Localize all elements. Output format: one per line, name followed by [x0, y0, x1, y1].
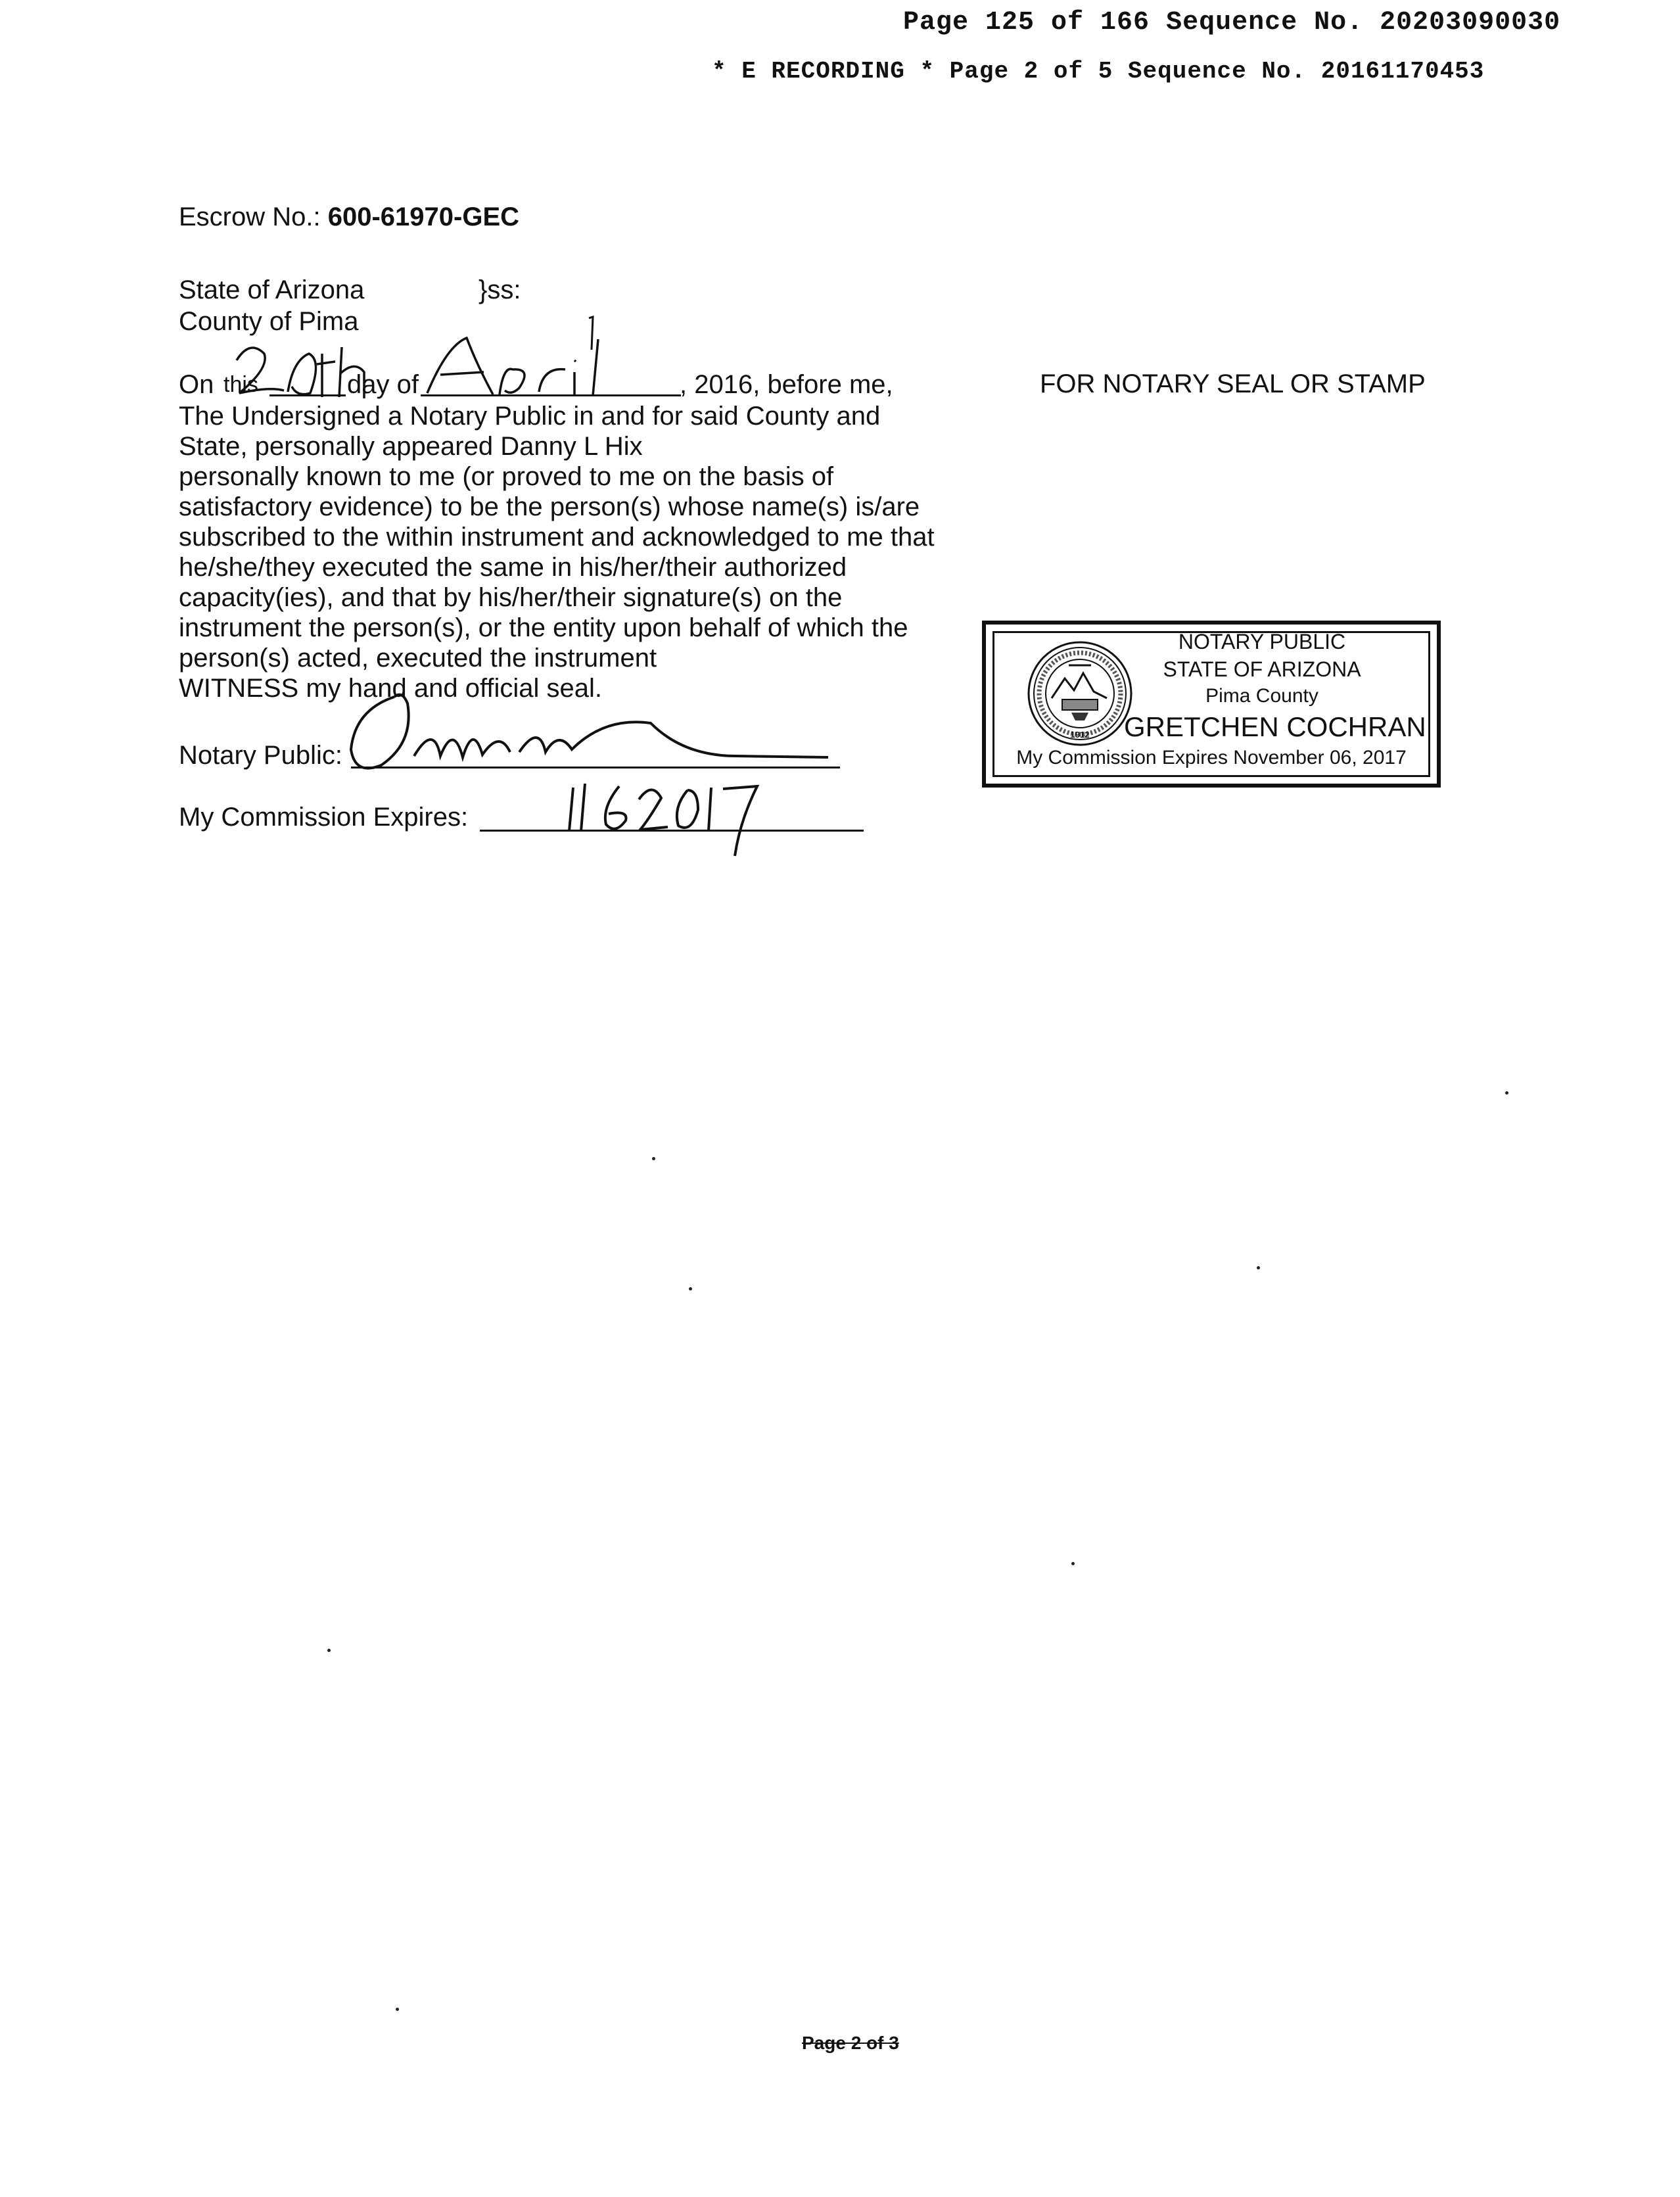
stamp-line-2: STATE OF ARIZONA — [1163, 657, 1361, 681]
scan-speck — [1257, 1266, 1260, 1269]
notary-signature — [342, 684, 854, 782]
commission-expires-label: My Commission Expires: — [179, 803, 469, 832]
escrow-number: 600-61970-GEC — [327, 202, 520, 231]
ack-on: On — [179, 370, 214, 399]
seal-area-caption: FOR NOTARY SEAL OR STAMP — [1040, 369, 1426, 398]
ack-line-9: instrument the person(s), or the entity upon behalf of which the — [179, 613, 908, 642]
ack-day-of: day of — [347, 370, 419, 399]
ack-this: this — [223, 372, 258, 397]
ack-line-8: capacity(ies), and that by his/her/their signature(s) on the — [179, 583, 843, 612]
scan-speck — [1505, 1091, 1508, 1095]
ack-year-before: , 2016, before me, — [680, 370, 893, 399]
ack-line-7: he/she/they executed the same in his/her/their authorized — [179, 553, 847, 582]
stamp-line-3: Pima County — [1205, 685, 1318, 707]
scan-speck — [689, 1287, 692, 1290]
stamp-expiration: My Commission Expires November 06, 2017 — [1016, 747, 1407, 768]
scan-speck — [327, 1649, 331, 1652]
scan-speck — [1071, 1562, 1075, 1565]
page-footer: Page 2 of 3 — [802, 2033, 899, 2053]
handwritten-commission-date — [563, 774, 799, 860]
stamp-notary-name: GRETCHEN COCHRAN — [1124, 711, 1426, 742]
escrow-line — [179, 202, 519, 232]
venue-county: County of Pima — [179, 307, 359, 336]
ack-line-11: WITNESS my hand and official seal. — [179, 674, 602, 703]
ack-line-4: personally known to me (or proved to me on the basis of — [179, 462, 834, 491]
state-seal-icon — [1025, 639, 1134, 748]
ack-line-2: The Undersigned a Notary Public in and for said County and — [179, 402, 881, 431]
ack-line-10: person(s) acted, executed the instrument — [179, 644, 657, 673]
ack-line-6: subscribed to the within instrument and acknowledged to me that — [179, 523, 935, 552]
recording-header-secondary: * E RECORDING * Page 2 of 5 Sequence No. 20161170453 — [712, 58, 1485, 85]
handwritten-month — [421, 333, 684, 405]
venue-state: State of Arizona — [179, 275, 365, 304]
escrow-label: Escrow No.: — [179, 202, 321, 231]
scan-speck — [652, 1157, 655, 1160]
scan-speck — [396, 2008, 399, 2011]
ack-line-5: satisfactory evidence) to be the person(s) whose name(s) is/are — [179, 492, 920, 521]
notary-public-label: Notary Public: — [179, 741, 342, 770]
ack-line-3: State, personally appeared Danny L Hix — [179, 432, 643, 461]
notary-stamp — [982, 621, 1441, 788]
seal-year: 1912 — [1070, 730, 1090, 740]
stamp-line-1: NOTARY PUBLIC — [1178, 630, 1346, 653]
handwritten-day — [223, 334, 388, 406]
recording-header-primary: Page 125 of 166 Sequence No. 20203090030 — [903, 8, 1561, 37]
venue-ss: }ss: — [478, 275, 521, 304]
